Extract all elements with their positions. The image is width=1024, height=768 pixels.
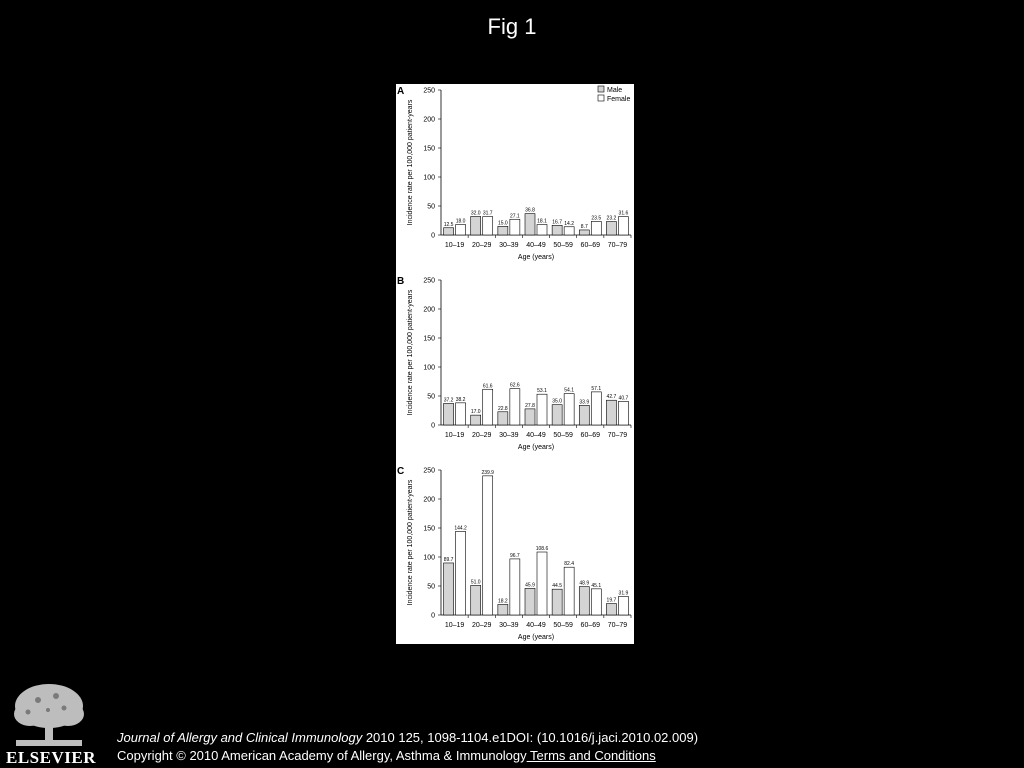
data-label-female-b: 57.1: [591, 385, 602, 392]
data-label-male-c: 18.2: [497, 598, 508, 605]
bar-female-c: [510, 559, 520, 615]
bar-female-c: [537, 552, 547, 615]
x-tick-label-b: 20–29: [471, 432, 492, 439]
data-label-female-c: 144.2: [454, 525, 467, 532]
x-tick-label-b: 50–59: [553, 432, 573, 439]
bar-female-b: [564, 394, 574, 425]
data-label-female-a: 18.1: [537, 218, 547, 225]
citation-details: 2010 125, 1098-1104.e1DOI: (10.1016/j.jaci.2010.02.009): [362, 730, 699, 745]
bar-male-b: [579, 405, 589, 425]
data-label-male-c: 48.9: [579, 580, 590, 587]
x-tick-label-b: 40–49: [526, 432, 546, 439]
data-label-male-a: 36.8: [525, 207, 535, 214]
data-label-female-b: 40.7: [618, 395, 629, 402]
x-tick-label-c: 50–59: [553, 622, 573, 629]
copyright-text: Copyright © 2010 American Academy of Allergy, Asthma & Immunology: [117, 748, 527, 763]
x-tick-label-a: 10–19: [444, 242, 465, 249]
legend-label-female: Female: [607, 96, 631, 103]
data-label-female-a: 18.0: [455, 218, 466, 225]
bar-male-b: [552, 405, 562, 425]
panel-label-c: C: [397, 466, 405, 477]
x-tick-label-b: 70–79: [607, 432, 628, 439]
bar-female-c: [618, 596, 628, 615]
data-label-female-b: 38.2: [455, 396, 466, 403]
data-label-female-c: 96.7: [509, 552, 520, 559]
panel-label-b: B: [397, 276, 405, 287]
y-tick-label-c: 250: [423, 467, 435, 475]
data-label-male-c: 45.9: [525, 582, 535, 589]
data-label-male-a: 16.7: [552, 219, 563, 226]
x-axis-title-b: Age (years): [517, 444, 555, 451]
x-tick-label-a: 70–79: [607, 242, 628, 249]
data-label-male-b: 27.8: [525, 402, 535, 409]
x-tick-label-b: 60–69: [580, 432, 601, 439]
x-tick-label-a: 50–59: [553, 242, 573, 249]
legend-swatch-male: [598, 86, 604, 92]
x-tick-label-a: 30–39: [499, 242, 519, 249]
data-label-female-c: 31.9: [618, 590, 629, 597]
x-tick-label-b: 30–39: [499, 432, 519, 439]
y-axis-title-a: Incidence rate per 100,000 patient-years: [407, 99, 414, 226]
x-tick-label-c: 20–29: [471, 622, 492, 629]
copyright: [117, 748, 656, 763]
x-tick-label-b: 10–19: [444, 432, 465, 439]
data-label-female-b: 53.1: [537, 388, 547, 395]
data-label-male-b: 35.0: [552, 398, 563, 405]
data-label-male-a: 15.0: [497, 220, 508, 227]
elsevier-logo-text: ELSEVIER: [6, 748, 96, 767]
bar-male-a: [606, 222, 616, 235]
y-tick-label-b: 200: [423, 306, 435, 314]
bar-male-a: [498, 226, 508, 235]
panel-label-a: A: [397, 86, 405, 97]
bar-male-a: [579, 230, 589, 235]
y-tick-label-b: 0: [431, 422, 435, 430]
data-label-female-b: 54.1: [564, 387, 575, 394]
data-label-male-a: 8.7: [580, 223, 588, 230]
x-tick-label-c: 60–69: [580, 622, 601, 629]
x-tick-label-a: 20–29: [471, 242, 492, 249]
bar-male-a: [525, 214, 535, 235]
legend-swatch-female: [598, 95, 604, 101]
bar-male-c: [525, 588, 535, 615]
data-label-female-c: 82.4: [564, 561, 575, 568]
data-label-male-a: 12.5: [443, 221, 454, 228]
data-label-female-a: 23.5: [591, 215, 602, 222]
y-tick-label-a: 250: [423, 87, 435, 95]
bar-female-b: [537, 394, 547, 425]
data-label-male-b: 22.8: [497, 405, 508, 412]
bar-male-a: [471, 216, 481, 235]
bar-female-a: [483, 217, 493, 235]
bar-male-a: [444, 228, 454, 235]
y-tick-label-b: 100: [423, 364, 435, 372]
data-label-male-a: 32.0: [470, 210, 481, 217]
bar-male-c: [606, 604, 616, 615]
bar-charts: [396, 84, 634, 644]
bar-male-c: [471, 585, 481, 615]
bar-female-b: [456, 403, 466, 425]
data-label-female-a: 14.2: [564, 220, 575, 227]
data-label-male-c: 51.0: [470, 579, 481, 586]
x-axis-title-a: Age (years): [517, 254, 555, 261]
data-label-female-c: 108.6: [535, 546, 549, 553]
bar-female-b: [618, 401, 628, 425]
x-tick-label-c: 70–79: [607, 622, 628, 629]
data-label-male-b: 17.0: [470, 409, 481, 416]
data-label-female-a: 31.6: [618, 210, 629, 217]
y-tick-label-a: 0: [431, 232, 435, 240]
bar-female-a: [537, 225, 547, 235]
y-tick-label-c: 100: [423, 554, 435, 562]
bar-female-c: [591, 589, 601, 615]
y-tick-label-b: 50: [427, 393, 435, 401]
data-label-male-c: 89.7: [443, 556, 454, 563]
bar-male-b: [525, 409, 535, 425]
bar-male-b: [471, 415, 481, 425]
y-axis-title-c: Incidence rate per 100,000 patient-years: [407, 479, 414, 606]
bar-male-b: [498, 412, 508, 425]
bar-female-b: [591, 392, 601, 425]
bar-male-b: [606, 400, 616, 425]
x-tick-label-c: 30–39: [499, 622, 519, 629]
bar-male-a: [552, 225, 562, 235]
data-label-female-b: 61.6: [482, 383, 493, 390]
bar-female-c: [564, 567, 574, 615]
y-tick-label-b: 250: [423, 277, 435, 285]
bar-male-b: [444, 403, 454, 425]
bar-female-a: [564, 227, 574, 235]
data-label-female-c: 45.1: [591, 582, 602, 589]
y-tick-label-c: 50: [427, 583, 435, 591]
bar-female-c: [483, 476, 493, 615]
x-tick-label-c: 10–19: [444, 622, 465, 629]
y-tick-label-c: 0: [431, 612, 435, 620]
bar-male-c: [498, 604, 508, 615]
bar-female-a: [510, 219, 520, 235]
journal-name: Journal of Allergy and Clinical Immunology: [117, 730, 363, 745]
citation: [117, 730, 698, 745]
bar-female-a: [456, 225, 466, 235]
x-tick-label-a: 60–69: [580, 242, 601, 249]
slide-title: Fig 1: [487, 14, 537, 39]
y-tick-label-c: 200: [423, 496, 435, 504]
bar-female-b: [483, 389, 493, 425]
data-label-female-a: 27.1: [509, 213, 520, 220]
bar-male-c: [579, 587, 589, 615]
data-label-female-a: 31.7: [482, 210, 493, 217]
y-tick-label-a: 150: [423, 145, 435, 153]
bar-female-a: [618, 217, 628, 235]
data-label-female-b: 62.6: [509, 382, 520, 389]
figure-panel: [396, 84, 634, 644]
legend-label-male: Male: [607, 87, 623, 94]
bar-male-c: [444, 563, 454, 615]
bar-female-c: [456, 531, 466, 615]
data-label-female-c: 239.9: [481, 469, 494, 476]
y-tick-label-b: 150: [423, 335, 435, 343]
y-tick-label-a: 200: [423, 116, 435, 124]
x-tick-label-c: 40–49: [526, 622, 546, 629]
x-axis-title-c: Age (years): [517, 634, 555, 641]
y-tick-label-c: 150: [423, 525, 435, 533]
data-label-male-c: 19.7: [606, 597, 617, 604]
y-tick-label-a: 50: [427, 203, 435, 211]
y-axis-title-b: Incidence rate per 100,000 patient-years: [407, 289, 414, 416]
terms-and-conditions-link[interactable]: Terms and Conditions: [526, 748, 656, 763]
data-label-male-b: 42.7: [606, 394, 617, 401]
x-tick-label-a: 40–49: [526, 242, 546, 249]
y-tick-label-a: 100: [423, 174, 435, 182]
data-label-male-b: 37.2: [443, 397, 454, 404]
data-label-male-b: 33.9: [579, 399, 590, 406]
data-label-male-c: 44.5: [552, 583, 563, 590]
data-label-male-a: 23.2: [606, 215, 617, 222]
bar-female-b: [510, 389, 520, 425]
bar-female-a: [591, 221, 601, 235]
bar-male-c: [552, 589, 562, 615]
